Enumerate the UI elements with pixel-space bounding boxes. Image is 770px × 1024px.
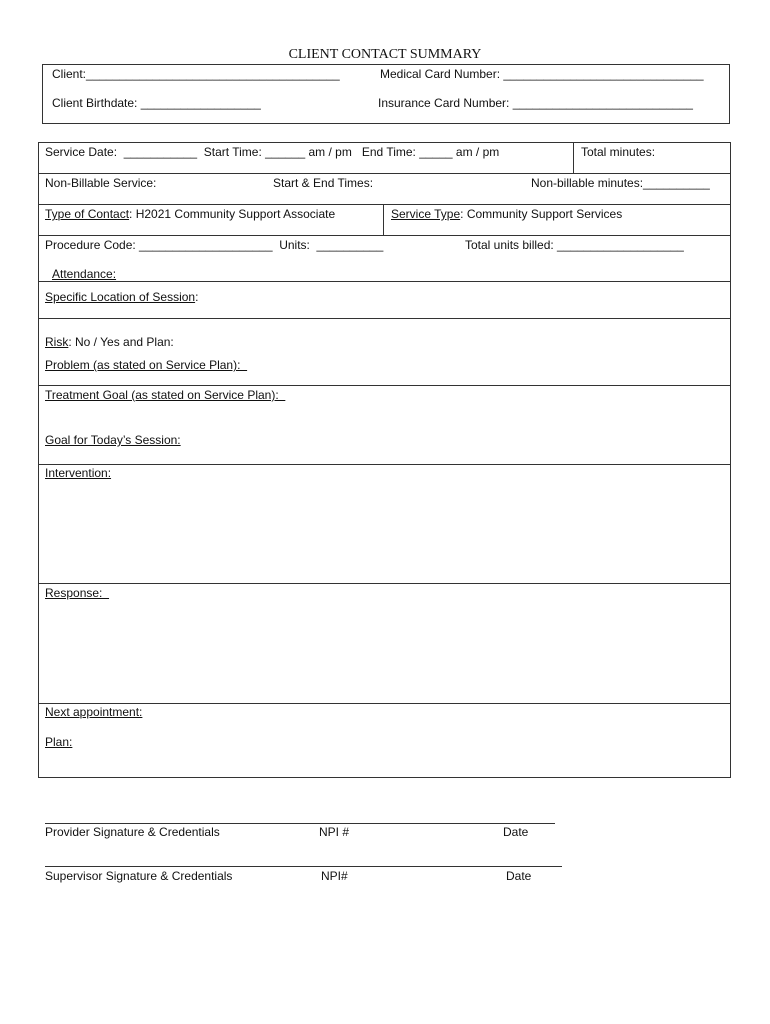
- type-of-contact-label: Type of Contact: [45, 207, 130, 221]
- insurance-card-field[interactable]: Insurance Card Number: ___________________________: [378, 96, 693, 110]
- divider: [38, 173, 731, 174]
- session-location-field[interactable]: [45, 290, 198, 304]
- plan-field[interactable]: Plan:: [45, 735, 73, 749]
- service-type-field: [391, 207, 622, 221]
- supervisor-signature-line[interactable]: [45, 866, 562, 867]
- next-appointment-field[interactable]: Next appointment:: [45, 705, 143, 719]
- problem-field[interactable]: Problem (as stated on Service Plan):: [45, 358, 248, 372]
- divider: [383, 204, 384, 235]
- provider-date-label: Date: [503, 825, 529, 839]
- intervention-field[interactable]: Intervention:: [45, 466, 112, 480]
- divider: [573, 142, 574, 174]
- supervisor-npi-label: NPI#: [321, 869, 348, 883]
- risk-label: Risk: [45, 335, 69, 349]
- total-minutes-field[interactable]: Total minutes:: [581, 145, 656, 159]
- service-type-label: Service Type: [391, 207, 461, 221]
- divider: [38, 583, 731, 584]
- todays-goal-field[interactable]: Goal for Today’s Session:: [45, 433, 181, 447]
- risk-value: : No / Yes and Plan:: [68, 335, 174, 349]
- divider: [38, 281, 731, 282]
- service-type-value: : Community Support Services: [460, 207, 623, 221]
- provider-npi-label: NPI #: [319, 825, 350, 839]
- provider-signature-label: Provider Signature & Credentials: [45, 825, 220, 839]
- treatment-goal-field[interactable]: Treatment Goal (as stated on Service Plan):: [45, 388, 286, 402]
- procedure-code-field[interactable]: Procedure Code: ____________________ Units: __________: [45, 238, 384, 252]
- divider: [38, 464, 731, 465]
- service-times-field[interactable]: Service Date: ___________ Start Time: ______ am / pm End Time: _____ am / pm: [45, 145, 500, 159]
- page-title: CLIENT CONTACT SUMMARY: [288, 47, 482, 62]
- divider: [38, 235, 731, 236]
- total-units-billed-field[interactable]: Total units billed: ___________________: [465, 238, 684, 252]
- supervisor-date-label: Date: [506, 869, 532, 883]
- session-location-label: Specific Location of Session: [45, 290, 196, 304]
- divider: [38, 703, 731, 704]
- client-birthdate-field[interactable]: Client Birthdate: __________________: [52, 96, 261, 110]
- risk-field[interactable]: [45, 335, 174, 349]
- start-end-times-field[interactable]: Start & End Times:: [273, 176, 374, 190]
- response-field[interactable]: Response:: [45, 586, 110, 600]
- attendance-label[interactable]: Attendance:: [52, 267, 117, 281]
- client-field[interactable]: Client:______________________________________: [52, 67, 340, 81]
- type-of-contact-value: : H2021 Community Support Associate: [129, 207, 336, 221]
- non-billable-service-field[interactable]: Non-Billable Service:: [45, 176, 157, 190]
- non-billable-minutes-field[interactable]: Non-billable minutes:__________: [531, 176, 710, 190]
- divider: [38, 204, 731, 205]
- divider: [38, 318, 731, 319]
- colon: :: [195, 290, 199, 304]
- supervisor-signature-label: Supervisor Signature & Credentials: [45, 869, 233, 883]
- medical-card-field[interactable]: Medical Card Number: ______________________________: [380, 67, 704, 81]
- divider: [38, 385, 731, 386]
- provider-signature-line[interactable]: [45, 823, 555, 824]
- type-of-contact-field: [45, 207, 335, 221]
